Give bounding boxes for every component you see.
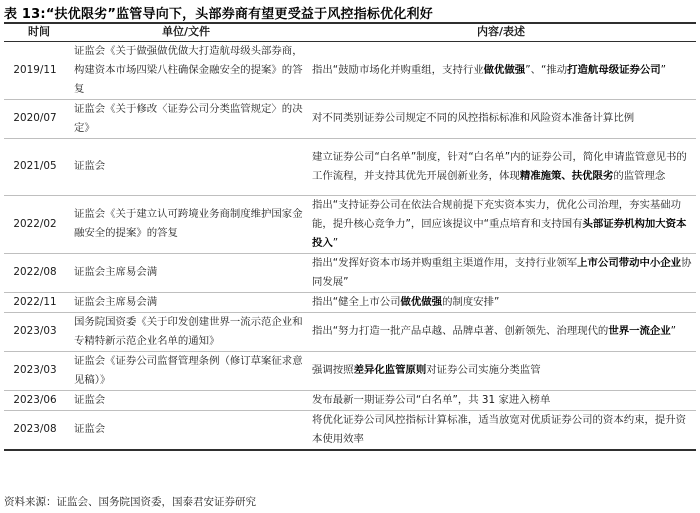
row-unit: 证监会《关于做强做优做大打造航母级头部券商，构建资本市场四梁八柱确保金融安全的提案》的答复: [66, 41, 306, 99]
table-row: [4, 138, 696, 195]
content-text: 指出“健全上市公司: [312, 295, 401, 308]
content-text: 协同发展”: [312, 256, 692, 288]
row-content: [306, 195, 696, 253]
table-row: [4, 410, 696, 450]
row-content: [306, 41, 696, 99]
row-unit: 证监会《关于建立认可跨境业务商制度维护国家金融安全的提案》的答复: [66, 195, 306, 253]
row-content: [306, 138, 696, 195]
row-unit: 国务院国资委《关于印发创建世界一流示范企业和专精特新示范企业名单的通知》: [66, 312, 306, 351]
emphasis-text: 精准施策、扶优限劣: [519, 169, 614, 182]
content-text: ”: [332, 236, 339, 249]
content-text: 强调按照: [312, 364, 354, 376]
header-time: 时间: [4, 23, 66, 41]
emphasis-text: 做优做强: [400, 295, 443, 308]
table-header-row: [4, 23, 696, 41]
content-text: 建立证券公司“白名单”制度，针对“白名单”内的证券公司，简化申请监管意见书的工作流程，并支持其优先开展创新业务，体现: [312, 150, 687, 182]
content-text: 的监管理念: [613, 169, 666, 182]
emphasis-text: 头部证券机构加大资本投入: [312, 217, 687, 249]
emphasis-text: 上市公司带动中小企业: [577, 256, 682, 269]
content-text: 对证券公司实施分类监管: [426, 364, 541, 376]
content-text: 将优化证券公司风控指标计算标准，适当放宽对优质证券公司的资本约束，提升资本使用效率: [312, 413, 687, 445]
table-row: [4, 292, 696, 312]
content-text: 指出“发挥好资本市场并购重组主渠道作用，支持行业领军: [312, 256, 578, 269]
row-content: [306, 312, 696, 351]
content-text: 对不同类别证券公司规定不同的风控指标标准和风险资本准备计算比例: [312, 112, 635, 124]
row-content: [306, 390, 696, 410]
table-row: [4, 351, 696, 390]
table-row: [4, 41, 696, 99]
emphasis-text: 世界一流企业: [608, 325, 671, 337]
row-unit: 证监会《关于修改〈证券公司分类监管规定〉的决定》: [66, 99, 306, 138]
row-time: 2020/07: [4, 99, 66, 138]
row-unit: 证监会《证券公司监督管理条例（修订草案征求意见稿）》: [66, 351, 306, 390]
row-time: 2022/11: [4, 292, 66, 312]
content-text: 指出“鼓励市场化并购重组，支持行业: [312, 63, 484, 76]
row-unit: 证监会主席易会满: [66, 292, 306, 312]
content-text: ”: [670, 325, 677, 337]
row-time: 2021/05: [4, 138, 66, 195]
row-unit: 证监会: [66, 390, 306, 410]
emphasis-text: 打造航母级证券公司: [567, 63, 661, 76]
row-content: [306, 410, 696, 450]
row-unit: 证监会主席易会满: [66, 253, 306, 292]
row-time: 2023/06: [4, 390, 66, 410]
policy-table: [4, 22, 696, 451]
row-time: 2022/08: [4, 253, 66, 292]
content-text: ”、“推动: [525, 63, 568, 76]
content-text: 指出“努力打造一批产品卓越、品牌卓著、创新领先、治理现代的: [312, 325, 609, 337]
emphasis-text: 差异化监管原则: [353, 364, 427, 376]
row-time: 2023/08: [4, 410, 66, 450]
table-row: [4, 253, 696, 292]
emphasis-text: 做优做强: [483, 63, 526, 76]
header-content: 内容/表述: [306, 23, 696, 41]
content-text: 的制度安排”: [442, 295, 500, 308]
row-time: 2022/02: [4, 195, 66, 253]
table-row: [4, 195, 696, 253]
source-note: 资料来源：证监会、国务院国资委，国泰君安证券研究: [4, 496, 256, 508]
table-row: [4, 312, 696, 351]
content-text: 指出“支持证券公司在依法合规前提下充实资本实力，优化公司治理，夯实基础功能，提升核心竞争力”，回应该提议中“重点培育和支持国有: [312, 198, 682, 230]
header-unit: 单位/文件: [66, 23, 306, 41]
row-content: [306, 99, 696, 138]
row-time: 2023/03: [4, 351, 66, 390]
row-time: 2019/11: [4, 41, 66, 99]
row-content: [306, 292, 696, 312]
table-row: [4, 99, 696, 138]
row-content: [306, 351, 696, 390]
row-unit: 证监会: [66, 410, 306, 450]
row-content: [306, 253, 696, 292]
row-unit: 证监会: [66, 138, 306, 195]
content-text: ”: [660, 63, 667, 76]
row-time: 2023/03: [4, 312, 66, 351]
table-row: [4, 390, 696, 410]
table-title: 表 13:“扶优限劣”监管导向下，头部券商有望更受益于风控指标优化利好: [4, 7, 433, 22]
content-text: 发布最新一期证券公司“白名单”，共 31 家进入榜单: [312, 393, 551, 406]
